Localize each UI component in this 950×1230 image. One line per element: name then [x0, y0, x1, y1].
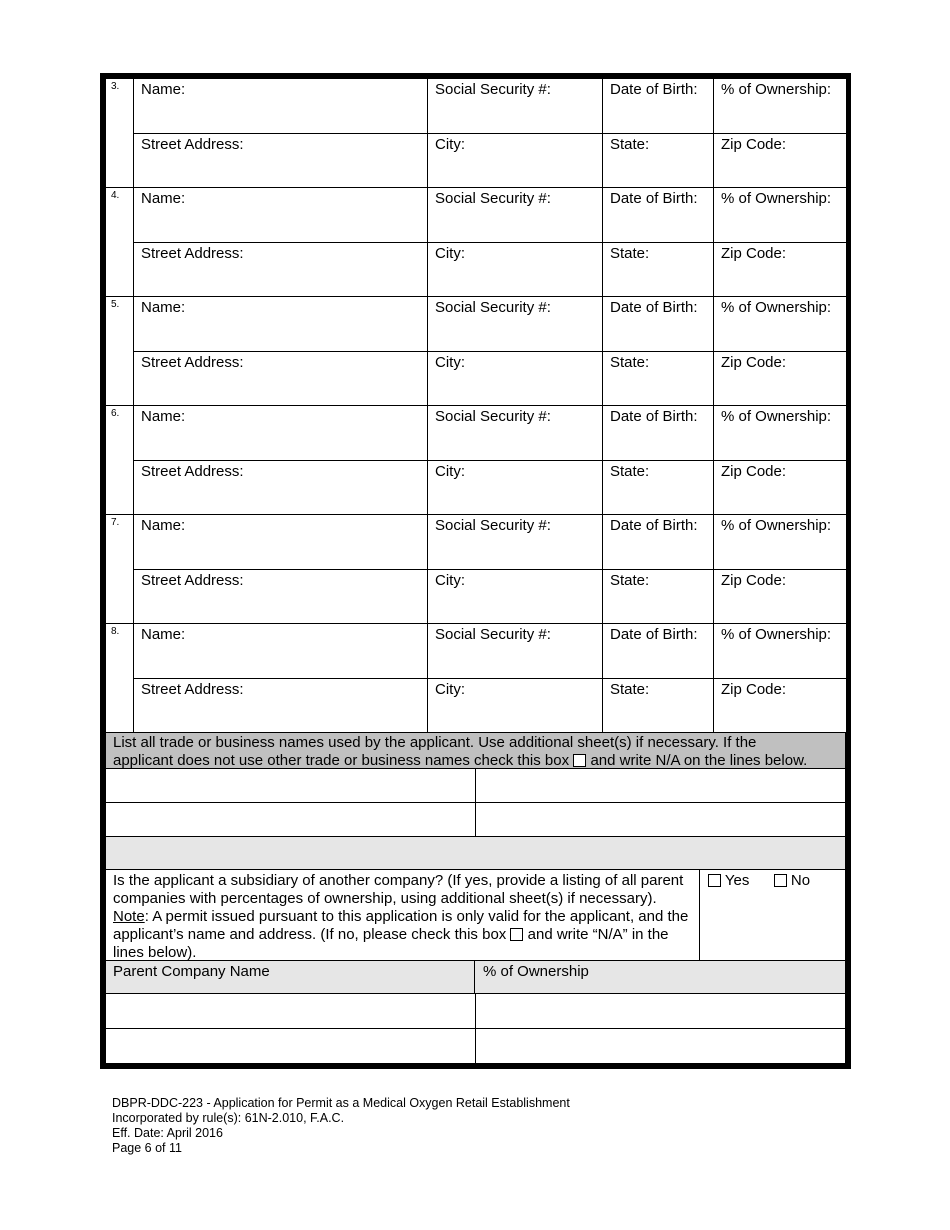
- street-label: Street Address:: [141, 354, 244, 371]
- owner-dob-field[interactable]: [603, 624, 714, 679]
- city-label: City:: [435, 136, 465, 153]
- owner-number: [106, 406, 134, 515]
- owner-number-label: 6.: [111, 408, 120, 419]
- owner-number-label: 3.: [111, 81, 120, 92]
- owner-dob-field[interactable]: [603, 515, 714, 570]
- owner-name-row: [106, 406, 847, 461]
- ownership-label: % of Ownership:: [721, 299, 832, 316]
- owner-dob-field[interactable]: [603, 79, 714, 134]
- owner-ssn-field[interactable]: [428, 624, 603, 679]
- city-label: City:: [435, 681, 465, 698]
- owner-ownership-field[interactable]: [714, 188, 847, 243]
- page-footer: [112, 1096, 570, 1156]
- street-label: Street Address:: [141, 245, 244, 262]
- street-label: Street Address:: [141, 463, 244, 480]
- parent-company-name-header: Parent Company Name: [106, 961, 475, 993]
- owner-state-field[interactable]: [603, 352, 714, 406]
- owner-name-row: [106, 79, 847, 134]
- effective-date-line: Eff. Date: April 2016: [112, 1126, 223, 1140]
- owner-ownership-field[interactable]: [714, 79, 847, 134]
- owner-city-field[interactable]: [428, 570, 603, 624]
- trade-name-row: [105, 803, 846, 837]
- owner-address-row: [106, 352, 847, 406]
- owner-street-field[interactable]: [134, 352, 428, 406]
- owner-state-field[interactable]: [603, 461, 714, 515]
- owner-address-row: [106, 679, 847, 733]
- trade-name-row: [105, 769, 846, 803]
- yes-no-group: [700, 870, 845, 960]
- zip-label: Zip Code:: [721, 463, 787, 480]
- parent-ownership-field[interactable]: [476, 1029, 845, 1063]
- owner-name-field[interactable]: [134, 624, 428, 679]
- owner-street-field[interactable]: [134, 570, 428, 624]
- owner-state-field[interactable]: [603, 243, 714, 297]
- owner-name-row: [106, 188, 847, 243]
- owner-ssn-field[interactable]: [428, 515, 603, 570]
- trade-names-instruction-line2b: and write N/A on the lines below.: [590, 752, 808, 769]
- dob-label: Date of Birth:: [610, 408, 698, 425]
- owner-number-label: 4.: [111, 190, 120, 201]
- owner-address-row: [106, 461, 847, 515]
- yes-label: Yes: [724, 872, 750, 889]
- state-label: State:: [610, 245, 650, 262]
- spacer-band: [105, 837, 846, 870]
- note-label: Note: [113, 908, 145, 925]
- page-number: Page 6 of 11: [112, 1141, 182, 1155]
- ssn-label: Social Security #:: [435, 408, 551, 425]
- owner-zip-field[interactable]: [714, 570, 847, 624]
- rule-line: Incorporated by rule(s): 61N-2.010, F.A.C.: [112, 1111, 345, 1125]
- ssn-label: Social Security #:: [435, 517, 551, 534]
- owner-ssn-field[interactable]: [428, 188, 603, 243]
- city-label: City:: [435, 572, 465, 589]
- parent-company-name-field[interactable]: [106, 1029, 476, 1063]
- zip-label: Zip Code:: [721, 681, 787, 698]
- ssn-label: Social Security #:: [435, 190, 551, 207]
- street-label: Street Address:: [141, 136, 244, 153]
- ownership-label: % of Ownership:: [721, 81, 832, 98]
- trade-name-field[interactable]: [476, 769, 845, 802]
- subsidiary-question-part2: : A permit issued pursuant to this application is only valid for the applicant, and the applicant’s name and address. (If no, please check this box: [113, 908, 689, 943]
- owner-name-field[interactable]: [134, 406, 428, 461]
- owner-dob-field[interactable]: [603, 188, 714, 243]
- owner-address-row: [106, 570, 847, 624]
- owner-ownership-field[interactable]: [714, 515, 847, 570]
- owner-city-field[interactable]: [428, 134, 603, 188]
- owner-number: [106, 624, 134, 733]
- name-label: Name:: [141, 190, 186, 207]
- ssn-label: Social Security #:: [435, 626, 551, 643]
- owner-address-row: [106, 134, 847, 188]
- owner-street-field[interactable]: [134, 461, 428, 515]
- owner-number-label: 8.: [111, 626, 120, 637]
- owner-street-field[interactable]: [134, 679, 428, 733]
- owner-zip-field[interactable]: [714, 243, 847, 297]
- name-label: Name:: [141, 81, 186, 98]
- owner-state-field[interactable]: [603, 570, 714, 624]
- name-label: Name:: [141, 408, 186, 425]
- state-label: State:: [610, 136, 650, 153]
- owners-table: [105, 78, 847, 733]
- owner-number: [106, 515, 134, 624]
- owner-number: [106, 297, 134, 406]
- owner-number: [106, 79, 134, 188]
- state-label: State:: [610, 463, 650, 480]
- dob-label: Date of Birth:: [610, 299, 698, 316]
- ownership-label: % of Ownership:: [721, 626, 832, 643]
- trade-names-instruction-line2a: applicant does not use other trade or business names check this box: [113, 752, 570, 769]
- owner-name-row: [106, 624, 847, 679]
- owner-state-field[interactable]: [603, 679, 714, 733]
- trade-names-instruction: [105, 732, 846, 769]
- dob-label: Date of Birth:: [610, 81, 698, 98]
- owner-number-label: 7.: [111, 517, 120, 528]
- owner-dob-field[interactable]: [603, 297, 714, 352]
- subsidiary-section: [105, 869, 846, 1064]
- parent-table-header: [105, 961, 846, 994]
- name-label: Name:: [141, 517, 186, 534]
- subsidiary-question: [106, 870, 700, 960]
- owner-zip-field[interactable]: [714, 352, 847, 406]
- owner-ssn-field[interactable]: [428, 297, 603, 352]
- owner-ssn-field[interactable]: [428, 79, 603, 134]
- owner-street-field[interactable]: [134, 243, 428, 297]
- owner-name-row: [106, 297, 847, 352]
- parent-company-row: [105, 1029, 846, 1064]
- zip-label: Zip Code:: [721, 245, 787, 262]
- owner-dob-field[interactable]: [603, 406, 714, 461]
- form-id-line: DBPR-DDC-223 - Application for Permit as a Medical Oxygen Retail Establishment: [112, 1096, 570, 1110]
- owner-number: [106, 188, 134, 297]
- owner-ssn-field[interactable]: [428, 406, 603, 461]
- ownership-label: % of Ownership:: [721, 190, 832, 207]
- trade-name-field[interactable]: [106, 803, 476, 836]
- owner-name-field[interactable]: [134, 188, 428, 243]
- city-label: City:: [435, 463, 465, 480]
- owner-name-field[interactable]: [134, 515, 428, 570]
- owner-name-row: [106, 515, 847, 570]
- owner-city-field[interactable]: [428, 461, 603, 515]
- yes-checkbox[interactable]: [708, 874, 721, 887]
- owner-zip-field[interactable]: [714, 134, 847, 188]
- owner-street-field[interactable]: [134, 134, 428, 188]
- trade-name-field[interactable]: [476, 803, 845, 836]
- owner-address-row: [106, 243, 847, 297]
- owner-city-field[interactable]: [428, 679, 603, 733]
- trade-names-lines: [105, 769, 846, 837]
- owner-ownership-field[interactable]: [714, 406, 847, 461]
- ssn-label: Social Security #:: [435, 81, 551, 98]
- name-label: Name:: [141, 626, 186, 643]
- parent-company-row: [105, 994, 846, 1029]
- ownership-label: % of Ownership:: [721, 517, 832, 534]
- owner-zip-field[interactable]: [714, 461, 847, 515]
- no-trade-names-checkbox[interactable]: [573, 754, 586, 767]
- owner-city-field[interactable]: [428, 352, 603, 406]
- ssn-label: Social Security #:: [435, 299, 551, 316]
- name-label: Name:: [141, 299, 186, 316]
- dob-label: Date of Birth:: [610, 626, 698, 643]
- subsidiary-question-part3: and write “N/A” in the lines below).: [113, 926, 669, 961]
- dob-label: Date of Birth:: [610, 190, 698, 207]
- owner-ownership-field[interactable]: [714, 624, 847, 679]
- dob-label: Date of Birth:: [610, 517, 698, 534]
- trade-name-field[interactable]: [106, 769, 476, 802]
- parent-ownership-header: % of Ownership: [483, 963, 589, 980]
- owner-ownership-field[interactable]: [714, 297, 847, 352]
- no-label: No: [790, 872, 811, 889]
- city-label: City:: [435, 354, 465, 371]
- street-label: Street Address:: [141, 572, 244, 589]
- zip-label: Zip Code:: [721, 136, 787, 153]
- not-subsidiary-checkbox[interactable]: [510, 928, 523, 941]
- no-checkbox[interactable]: [774, 874, 787, 887]
- street-label: Street Address:: [141, 681, 244, 698]
- zip-label: Zip Code:: [721, 354, 787, 371]
- state-label: State:: [610, 681, 650, 698]
- trade-names-instruction-line1: List all trade or business names used by the applicant. Use additional sheet(s) if necessary. If the: [113, 734, 757, 751]
- owner-number-label: 5.: [111, 299, 120, 310]
- ownership-label: % of Ownership:: [721, 408, 832, 425]
- owner-name-field[interactable]: [134, 79, 428, 134]
- parent-ownership-field[interactable]: [476, 994, 845, 1028]
- owner-city-field[interactable]: [428, 243, 603, 297]
- owner-name-field[interactable]: [134, 297, 428, 352]
- owner-state-field[interactable]: [603, 134, 714, 188]
- state-label: State:: [610, 572, 650, 589]
- parent-company-name-field[interactable]: [106, 994, 476, 1028]
- zip-label: Zip Code:: [721, 572, 787, 589]
- owner-zip-field[interactable]: [714, 679, 847, 733]
- city-label: City:: [435, 245, 465, 262]
- state-label: State:: [610, 354, 650, 371]
- subsidiary-question-part1: Is the applicant a subsidiary of another company? (If yes, provide a listing of all parent companies with percentages of ownership, using additional sheet(s) if necessary).: [113, 872, 684, 907]
